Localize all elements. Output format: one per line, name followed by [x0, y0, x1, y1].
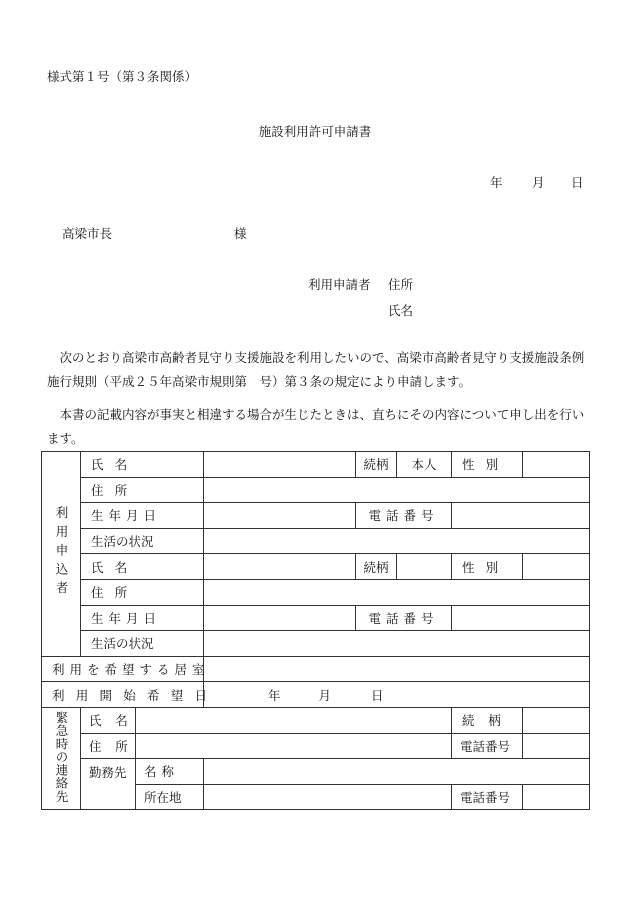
phone-label-1: 電話番号 [356, 503, 452, 529]
body-paragraph-2: 本書の記載内容が事実と相違する場合が生じたときは、直ちにその内容について申し出を行います。 [47, 407, 585, 446]
address-label-2: 住所 [81, 579, 204, 605]
birthdate-label-1: 生年月日 [81, 503, 204, 529]
workplace-name-label: 名称 [136, 759, 204, 785]
applicant-group-label: 利用申込者 [54, 505, 69, 600]
table-row [42, 503, 590, 529]
room-label: 利用を希望する居室 [42, 656, 204, 682]
relation-value-1[interactable]: 本人 [397, 452, 452, 478]
start-date-field[interactable] [204, 682, 590, 708]
gender-label-1: 性別 [452, 452, 523, 478]
emergency-address-label: 住所 [81, 733, 136, 759]
living-field-2[interactable] [204, 631, 590, 657]
birthdate-label-2: 生年月日 [81, 605, 204, 631]
name-label-2: 氏名 [81, 554, 204, 580]
name-field-2[interactable] [204, 554, 356, 580]
table-row [42, 656, 590, 682]
start-date-label: 利用開始希望日 [42, 682, 204, 708]
birthdate-field-1[interactable] [204, 503, 356, 529]
emergency-group-label: 緊急時の連絡先 [54, 711, 69, 804]
birthdate-field-2[interactable] [204, 605, 356, 631]
phone-field-1[interactable] [452, 503, 590, 529]
table-row [42, 682, 590, 708]
workplace-location-field[interactable] [204, 784, 452, 810]
gender-field-2[interactable] [523, 554, 590, 580]
applicant-label: 利用申請者 [308, 277, 371, 292]
phone-label-2: 電話番号 [356, 605, 452, 631]
gender-label-2: 性別 [452, 554, 523, 580]
date-day: 日 [571, 175, 584, 190]
date-year: 年 [490, 175, 503, 190]
table-row [42, 554, 590, 580]
address-field-1[interactable] [204, 477, 590, 503]
living-label-1: 生活の状況 [81, 528, 204, 554]
emergency-relation-field[interactable] [523, 707, 590, 733]
relation-label-1: 続柄 [356, 452, 397, 478]
living-field-1[interactable] [204, 528, 590, 554]
table-row [42, 579, 590, 605]
address-field-2[interactable] [204, 579, 590, 605]
room-field[interactable] [204, 656, 590, 682]
emergency-name-label: 氏名 [81, 707, 136, 733]
table-row [42, 605, 590, 631]
emergency-phone-field[interactable] [523, 733, 590, 759]
workplace-name-field[interactable] [204, 759, 590, 785]
table-row [42, 452, 590, 478]
workplace-label: 勤務先 [81, 759, 136, 810]
table-row [42, 707, 590, 733]
emergency-address-field[interactable] [136, 733, 452, 759]
addressee-suffix: 様 [234, 226, 247, 241]
phone-field-2[interactable] [452, 605, 590, 631]
living-label-2: 生活の状況 [81, 631, 204, 657]
name-label-1: 氏名 [81, 452, 204, 478]
table-row [42, 528, 590, 554]
table-row [42, 759, 590, 785]
date-month: 月 [532, 175, 545, 190]
table-row [42, 733, 590, 759]
start-date-year: 年 [268, 687, 281, 703]
emergency-name-field[interactable] [136, 707, 452, 733]
name-field-1[interactable] [204, 452, 356, 478]
gender-field-1[interactable] [523, 452, 590, 478]
table-row [42, 477, 590, 503]
workplace-phone-field[interactable] [523, 784, 590, 810]
addressee-name: 高梁市長 [62, 226, 113, 241]
applicant-address-label: 住所 [388, 277, 414, 292]
emergency-phone-label: 電話番号 [452, 733, 523, 759]
workplace-phone-label: 電話番号 [452, 784, 523, 810]
start-date-day: 日 [371, 687, 384, 703]
workplace-location-label: 所在地 [136, 784, 204, 810]
start-date-month: 月 [318, 687, 332, 703]
relation-label-2: 続柄 [356, 554, 397, 580]
emergency-group-cell [42, 707, 81, 809]
table-row [42, 631, 590, 657]
form-number: 様式第１号（第３条関係） [47, 69, 198, 84]
applicant-name-label: 氏名 [388, 303, 414, 318]
body-paragraph-1: 次のとおり高梁市高齢者見守り支援施設を利用したいので、高梁市高齢者見守り支援施設条例施行規則（平成２５年高梁市規則第 号）第３条の規定により申請します。 [47, 350, 585, 389]
relation-field-2[interactable] [397, 554, 452, 580]
document-title: 施設利用許可申請書 [258, 124, 372, 139]
applicant-group-cell [42, 452, 81, 657]
emergency-relation-label: 続柄 [452, 707, 523, 733]
address-label-1: 住所 [81, 477, 204, 503]
application-table [41, 451, 590, 810]
